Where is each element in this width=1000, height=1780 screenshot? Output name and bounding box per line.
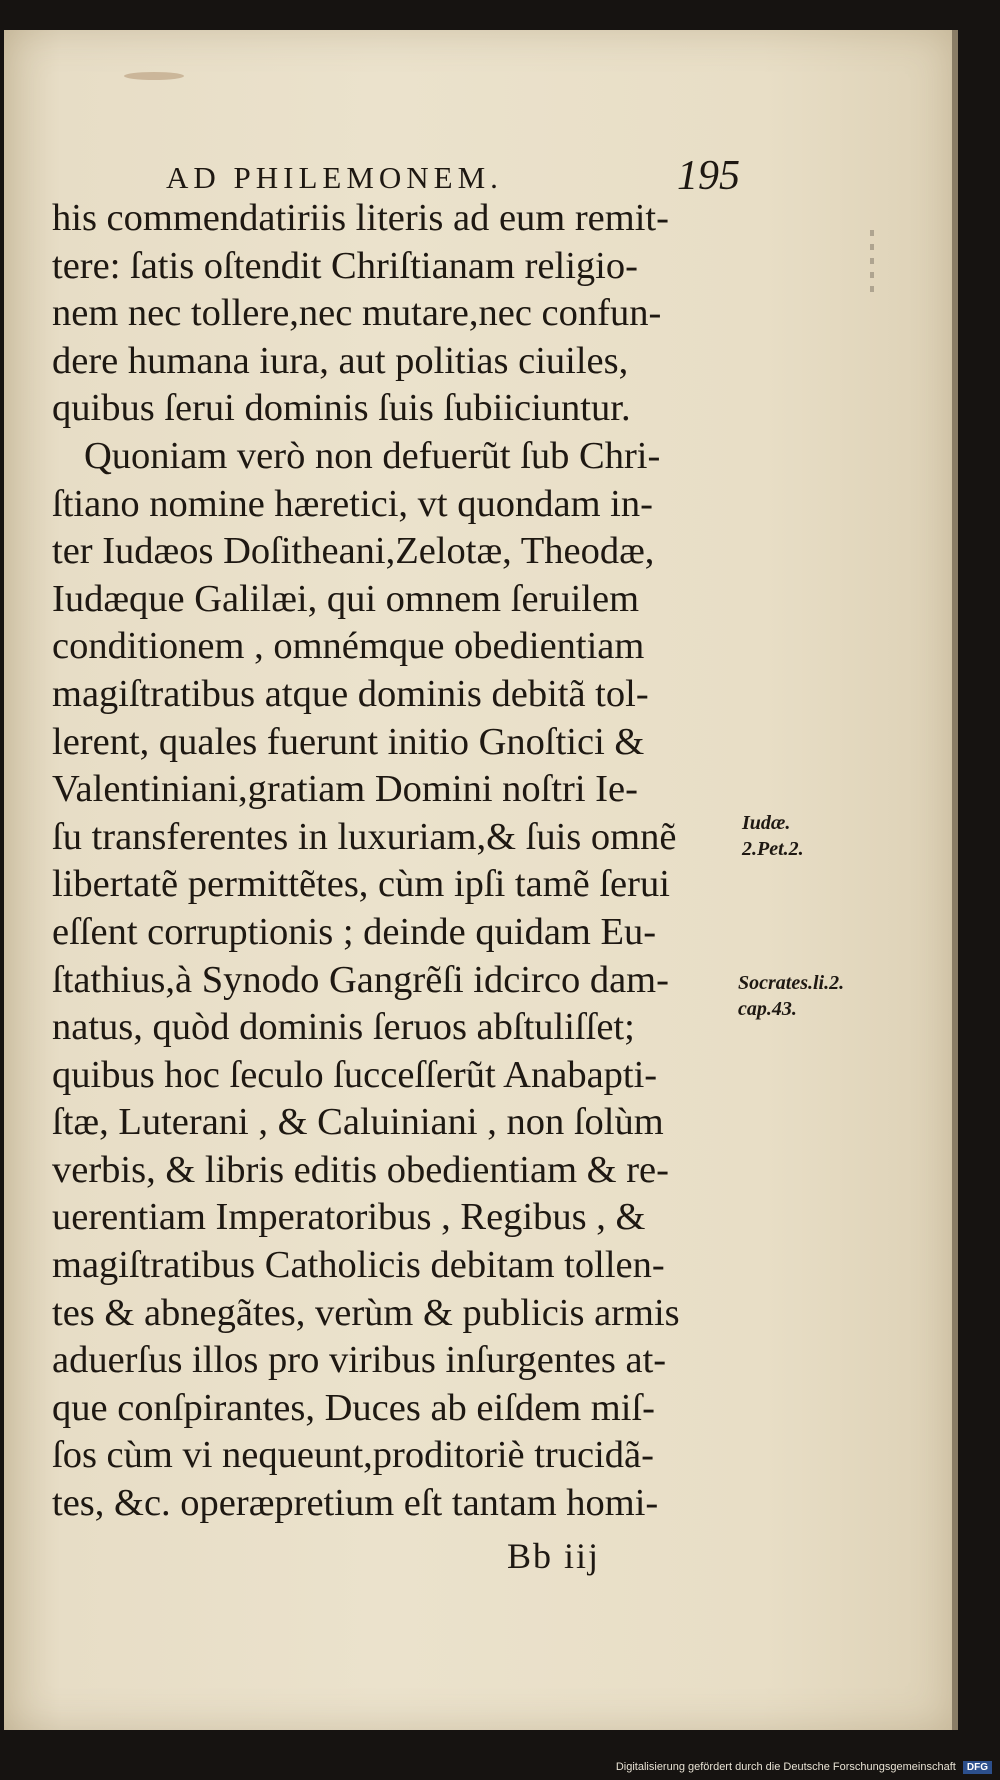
text-line: ſu transferentes in luxuriam,& ſuis omnẽ bbox=[52, 815, 677, 858]
book-page bbox=[4, 30, 955, 1730]
text-line: magiſtratibus Catholicis debitam tollen- bbox=[52, 1244, 665, 1287]
text-line: ſtathius,à Synodo Gangrẽſi idcirco dam- bbox=[52, 958, 669, 1001]
margin-note-scripture-reference bbox=[742, 810, 804, 862]
text-line: libertatẽ permittẽtes, cùm ipſi tamẽ ſerui bbox=[52, 863, 670, 906]
text-line: Iudæque Galilæi, qui omnem ſeruilem bbox=[52, 577, 640, 620]
text-line: aduerſus illos pro viribus inſurgentes at- bbox=[52, 1339, 667, 1382]
dfg-logo-badge: DFG bbox=[963, 1761, 992, 1774]
digitization-credit bbox=[616, 1761, 992, 1774]
body-text bbox=[52, 195, 752, 1528]
text-line: conditionem , omnémque obedientiam bbox=[52, 625, 645, 668]
page-header bbox=[4, 125, 952, 199]
text-line: his commendatiriis literis ad eum remit- bbox=[52, 197, 669, 239]
text-line: dere humana iura, aut politias ciuiles, bbox=[52, 339, 629, 382]
text-line: ſos cùm vi nequeunt,proditoriè trucidã- bbox=[52, 1434, 654, 1477]
text-line: ter Iudæos Doſitheani,Zelotæ, Theodæ, bbox=[52, 530, 655, 573]
margin-note-line: Socrates.li.2. bbox=[738, 972, 845, 994]
text-line: tere: ſatis oſtendit Chriſtianam religio- bbox=[52, 244, 638, 287]
text-line: ſtæ, Luterani , & Caluiniani , non ſolùm bbox=[52, 1101, 664, 1144]
margin-note-line: 2.Pet.2. bbox=[742, 838, 804, 860]
credit-text: Digitalisierung gefördert durch die Deutsche Forschungsgemeinschaft bbox=[615, 1761, 956, 1773]
text-line: quibus ſerui dominis ſuis ſubiiciuntur. bbox=[52, 387, 631, 430]
show-through-mark bbox=[870, 230, 874, 300]
ink-smudge bbox=[124, 72, 184, 80]
text-line: magiſtratibus atque dominis debitã tol- bbox=[52, 672, 649, 715]
text-line: Valentiniani,gratiam Domini noſtri Ie- bbox=[52, 768, 638, 811]
signature-mark: Bb iij bbox=[507, 1536, 601, 1576]
text-line: verbis, & libris editis obedientiam & re- bbox=[52, 1148, 669, 1191]
text-line-paragraph-start: Quoniam verò non defuerũt ſub Chri- bbox=[84, 434, 661, 477]
text-line: eſſent corruptionis ; deinde quidam Eu- bbox=[52, 910, 657, 953]
margin-note-line: Iudæ. bbox=[742, 812, 791, 834]
text-line: que conſpirantes, Duces ab eiſdem miſ- bbox=[52, 1386, 655, 1429]
running-title: AD PHILEMONEM. bbox=[166, 160, 503, 195]
margin-note-line: cap.43. bbox=[738, 998, 797, 1020]
margin-note-source-reference bbox=[738, 970, 844, 1022]
text-line: quibus hoc ſeculo ſucceſſerũt Anabapti- bbox=[52, 1053, 658, 1096]
text-line: ſtiano nomine hæretici, vt quondam in- bbox=[52, 482, 653, 525]
text-line: nem nec tollere,nec mutare,nec confun- bbox=[52, 292, 662, 335]
page-edge bbox=[952, 30, 958, 1730]
text-line: tes & abnegãtes, verùm & publicis armis bbox=[52, 1291, 680, 1334]
text-line: tes, &c. operæpretium eſt tantam homi- bbox=[52, 1482, 659, 1525]
text-line: natus, quòd dominis ſeruos abſtuliſſet; bbox=[52, 1006, 635, 1049]
page-number: 195 bbox=[677, 153, 740, 199]
text-line: lerent, quales fuerunt initio Gnoſtici & bbox=[52, 720, 645, 763]
text-line: uerentiam Imperatoribus , Regibus , & bbox=[52, 1196, 646, 1239]
